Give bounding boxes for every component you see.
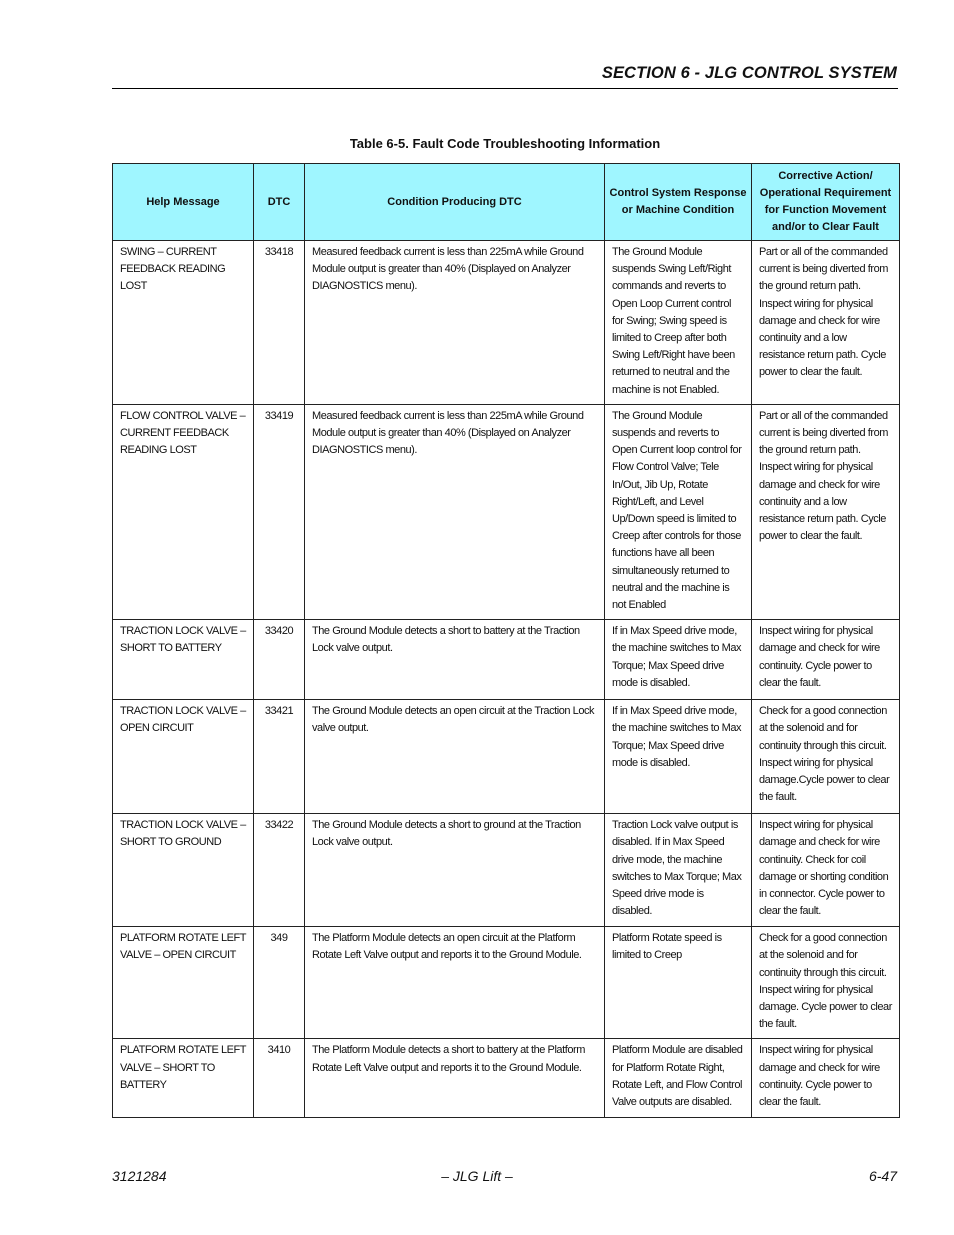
dtc-cell bbox=[254, 927, 305, 1039]
response-cell bbox=[605, 927, 752, 1039]
column-header-corrective-action: Corrective Action/ Operational Requirement for Function Movement and/or to Clear Fault bbox=[752, 164, 900, 241]
column-header-dtc: DTC bbox=[254, 164, 305, 241]
table-row bbox=[113, 814, 900, 927]
help-message-cell bbox=[113, 620, 254, 700]
dtc-cell bbox=[254, 700, 305, 814]
condition-text: The Ground Module detects a short to battery at the Traction Lock valve output. bbox=[312, 625, 580, 655]
action-text: Check for a good connection at the solenoid and for continuity through this circuit. Inspect wiring for physical damage. Cycle power to clear the fault. bbox=[759, 932, 892, 1031]
dtc-code: 33419 bbox=[264, 409, 294, 422]
condition-cell bbox=[305, 700, 605, 814]
table-row bbox=[113, 404, 900, 619]
table-header-row bbox=[113, 164, 900, 241]
response-cell bbox=[605, 404, 752, 619]
action-cell bbox=[752, 927, 900, 1039]
condition-text: The Ground Module detects an open circuit at the Traction Lock valve output. bbox=[312, 705, 595, 735]
response-cell bbox=[605, 700, 752, 814]
help-message-cell bbox=[113, 814, 254, 927]
help-message-text: FLOW CONTROL VALVE – CURRENT FEEDBACK READING LOST bbox=[120, 409, 246, 457]
response-text: Platform Rotate speed is limited to Creep bbox=[612, 932, 722, 962]
condition-cell bbox=[305, 927, 605, 1039]
condition-cell bbox=[305, 814, 605, 927]
condition-cell bbox=[305, 1039, 605, 1118]
column-header-response: Control System Response or Machine Condition bbox=[605, 164, 752, 241]
action-cell bbox=[752, 700, 900, 814]
column-header-help-message: Help Message bbox=[113, 164, 254, 241]
dtc-cell bbox=[254, 241, 305, 405]
help-message-text: PLATFORM ROTATE LEFT VALVE – OPEN CIRCUIT bbox=[120, 932, 246, 962]
help-message-cell bbox=[113, 927, 254, 1039]
dtc-cell bbox=[254, 404, 305, 619]
response-cell bbox=[605, 814, 752, 927]
action-cell bbox=[752, 1039, 900, 1118]
dtc-code: 33418 bbox=[264, 246, 294, 258]
response-text: If in Max Speed drive mode, the machine switches to Max Torque; Max Speed drive mode is disabled. bbox=[612, 705, 742, 769]
condition-cell bbox=[305, 404, 605, 619]
dtc-cell bbox=[254, 814, 305, 927]
condition-text: The Platform Module detects a short to battery at the Platform Rotate Left Valve output and reports it to the Ground Module. bbox=[312, 1044, 585, 1074]
action-text: Inspect wiring for physical damage and check for wire continuity. Cycle power to clear the fault. bbox=[759, 625, 880, 689]
help-message-text: TRACTION LOCK VALVE – OPEN CIRCUIT bbox=[120, 705, 246, 735]
table-row bbox=[113, 241, 900, 405]
publisher-name: – JLG Lift – bbox=[441, 1168, 513, 1184]
help-message-text: TRACTION LOCK VALVE – SHORT TO BATTERY bbox=[120, 625, 246, 655]
condition-text: Measured feedback current is less than 225mA while Ground Module output is greater than 40% (Displayed on Analyzer DIAGNOSTICS menu). bbox=[312, 246, 584, 293]
response-text: The Ground Module suspends Swing Left/Right commands and reverts to Open Loop Current control for Swing; Swing speed is limited to Creep after both Swing Left/Right have been returned to neutral and the machine is not Enabled. bbox=[612, 246, 735, 396]
table-row bbox=[113, 1039, 900, 1118]
dtc-cell bbox=[254, 620, 305, 700]
response-text: Platform Module are disabled for Platform Rotate Right, Rotate Left, and Flow Control Valve outputs are disabled. bbox=[612, 1044, 743, 1109]
help-message-text: SWING – CURRENT FEEDBACK READING LOST bbox=[120, 246, 226, 293]
action-cell bbox=[752, 241, 900, 405]
help-message-cell bbox=[113, 700, 254, 814]
document-number: 3121284 bbox=[112, 1168, 167, 1184]
dtc-cell bbox=[254, 1039, 305, 1118]
response-text: If in Max Speed drive mode, the machine switches to Max Torque; Max Speed drive mode is disabled. bbox=[612, 625, 742, 689]
action-cell bbox=[752, 814, 900, 927]
fault-code-table bbox=[112, 163, 900, 1118]
dtc-code: 33420 bbox=[264, 625, 294, 638]
action-cell bbox=[752, 620, 900, 700]
help-message-cell bbox=[113, 241, 254, 405]
dtc-code: 33421 bbox=[264, 705, 294, 718]
dtc-code: 33422 bbox=[264, 819, 294, 832]
header-divider bbox=[112, 88, 898, 89]
condition-text: Measured feedback current is less than 225mA while Ground Module output is greater than 40% (Displayed on Analyzer DIAGNOSTICS menu). bbox=[312, 409, 584, 457]
condition-cell bbox=[305, 620, 605, 700]
condition-text: The Ground Module detects a short to ground at the Traction Lock valve output. bbox=[312, 819, 581, 849]
response-cell bbox=[605, 1039, 752, 1118]
response-text: Traction Lock valve output is disabled. If in Max Speed drive mode, the machine switches to Max Torque; Max Speed drive mode is disabled. bbox=[612, 819, 742, 918]
action-text: Check for a good connection at the solenoid and for continuity through this circuit. Inspect wiring for physical damage.Cycle power to clear the fault. bbox=[759, 705, 890, 804]
condition-text: The Platform Module detects an open circuit at the Platform Rotate Left Valve output and reports it to the Ground Module. bbox=[312, 932, 582, 962]
table-row bbox=[113, 927, 900, 1039]
action-cell bbox=[752, 404, 900, 619]
condition-cell bbox=[305, 241, 605, 405]
help-message-cell bbox=[113, 404, 254, 619]
table-title: Table 6-5. Fault Code Troubleshooting Information bbox=[349, 136, 661, 151]
action-text: Part or all of the commanded current is being diverted from the ground return path. Inspect wiring for physical damage and check for wire continuity and a low resistance return path. Cycle power to clear the fault. bbox=[759, 409, 888, 543]
help-message-text: PLATFORM ROTATE LEFT VALVE – SHORT TO BATTERY bbox=[120, 1044, 246, 1091]
response-cell bbox=[605, 620, 752, 700]
table-row bbox=[113, 620, 900, 700]
action-text: Inspect wiring for physical damage and check for wire continuity. Check for coil damage or shorting condition in connector. Cycle power to clear the fault. bbox=[759, 819, 889, 918]
action-text: Inspect wiring for physical damage and check for wire continuity. Cycle power to clear the fault. bbox=[759, 1044, 880, 1109]
response-cell bbox=[605, 241, 752, 405]
section-title: SECTION 6 - JLG CONTROL SYSTEM bbox=[601, 64, 897, 82]
help-message-cell bbox=[113, 1039, 254, 1118]
table-row bbox=[113, 700, 900, 814]
dtc-code: 349 bbox=[270, 932, 288, 945]
action-text: Part or all of the commanded current is being diverted from the ground return path. Inspect wiring for physical damage and check for wire continuity and a low resistance return path. Cycle power to clear the fault. bbox=[759, 246, 888, 379]
page-number: 6-47 bbox=[868, 1168, 897, 1184]
dtc-code: 3410 bbox=[267, 1044, 291, 1057]
help-message-text: TRACTION LOCK VALVE – SHORT TO GROUND bbox=[120, 819, 246, 849]
column-header-condition: Condition Producing DTC bbox=[305, 164, 605, 241]
response-text: The Ground Module suspends and reverts to Open Current loop control for Flow Control Valve; Tele In/Out, Jib Up, Rotate Right/Left, and Level Up/Down speed is limited to Creep after controls for those functions have all been simultaneously returned to neutral and the machine is not Enabled bbox=[612, 409, 742, 612]
